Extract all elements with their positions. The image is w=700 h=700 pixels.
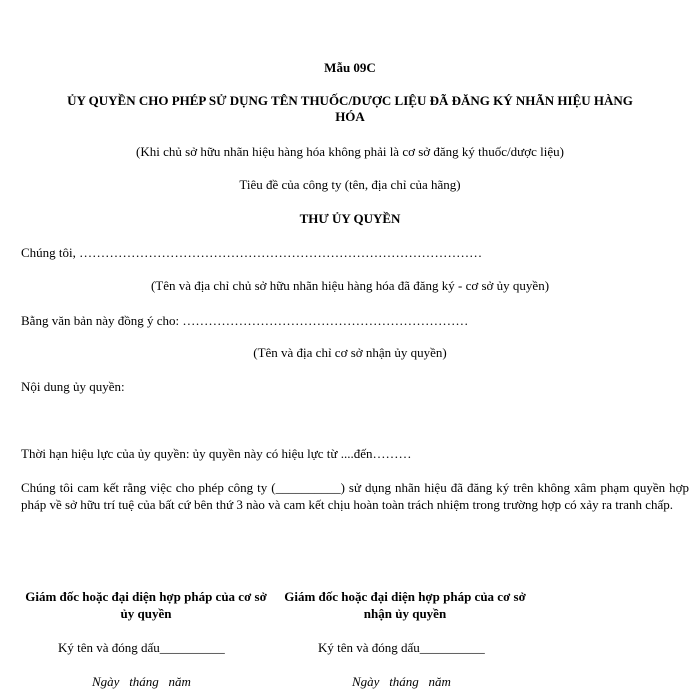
signature-right-sign-line: Ký tên và đóng dấu__________ (318, 640, 485, 655)
signature-right-title: Giám đốc hoặc đại diện hợp pháp của cơ sở nhận ủy quyền (284, 589, 526, 621)
signature-right-date-line: Ngày tháng năm (352, 674, 451, 689)
heading-line-1: ỦY QUYỀN CHO PHÉP SỬ DỤNG TÊN THUỐC/DƯỢC LIỆU ĐÃ ĐĂNG KÝ NHÃN HIỆU HÀNG (67, 93, 633, 108)
subtitle-note: (Khi chủ sở hữu nhãn hiệu hàng hóa không phải là cơ sở đăng ký thuốc/dược liệu) (136, 144, 564, 159)
form-number: Mẫu 09C (324, 60, 376, 75)
signature-left-sign-line: Ký tên và đóng dấu__________ (58, 640, 225, 655)
we-hint: (Tên và địa chỉ chủ sở hữu nhãn hiệu hàng hóa đã đăng ký - cơ sở ủy quyền) (150, 278, 550, 293)
letter-title: THƯ ỦY QUYỀN (299, 211, 401, 226)
content-label: Nội dung ủy quyền: (21, 379, 125, 394)
validity-line: Thời hạn hiệu lực của ủy quyền: ủy quyền này có hiệu lực từ ....đến……… (21, 446, 412, 461)
company-header: Tiêu đề của công ty (tên, địa chỉ của hãng) (239, 177, 461, 192)
commitment-paragraph: Chúng tôi cam kết rằng việc cho phép công ty (__________) sử dụng nhãn hiệu đã đăng ký trên không xâm phạm quyền hợp pháp về sở hữu trí tuệ của bất cứ bên thứ 3 nào và cam kết chịu hoàn toàn trách nhiệm trong trường hợp có xảy ra tranh chấp. (21, 480, 689, 512)
signature-left-date-line: Ngày tháng năm (92, 674, 191, 689)
signature-left-title: Giám đốc hoặc đại diện hợp pháp của cơ sở ủy quyền (25, 589, 267, 621)
agree-hint: (Tên và địa chỉ cơ sở nhận ủy quyền) (253, 345, 447, 360)
we-line: Chúng tôi, ………………………………………………………………………………… (21, 245, 483, 260)
heading-line-2: HÓA (335, 109, 365, 124)
agree-line: Bằng văn bản này đồng ý cho: ………………………………………………………… (21, 313, 469, 328)
